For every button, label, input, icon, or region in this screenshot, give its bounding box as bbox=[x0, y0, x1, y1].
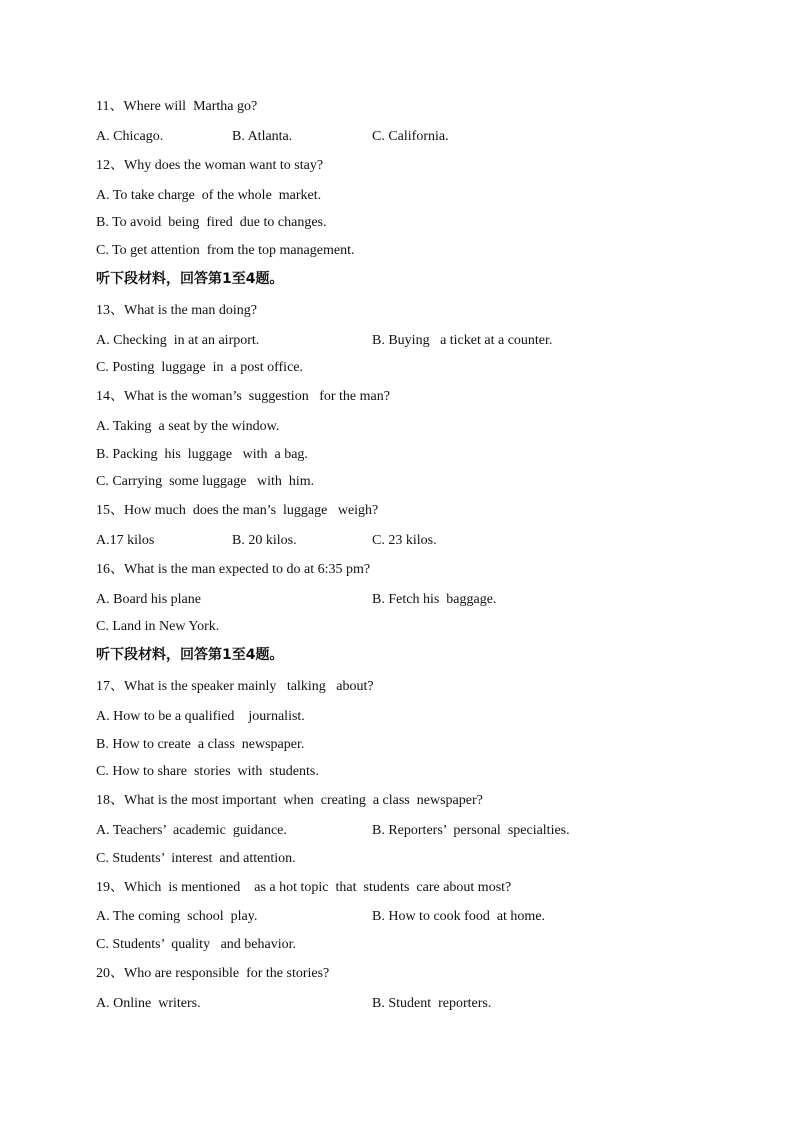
question-17-option-c: C. How to share stories with students. bbox=[96, 764, 319, 779]
question-11-option-b: B. Atlanta. bbox=[232, 129, 293, 144]
question-16-stem: 16、What is the man expected to do at 6:35 pm? bbox=[96, 562, 371, 577]
question-14-option-b: B. Packing his luggage with a bag. bbox=[96, 447, 308, 462]
question-15-stem: 15、How much does the man’s luggage weigh? bbox=[96, 503, 379, 518]
question-12-option-c: C. To get attention from the top management. bbox=[96, 243, 355, 258]
question-17-option-b: B. How to create a class newspaper. bbox=[96, 737, 305, 752]
question-13-option-a: A. Checking in at an airport. bbox=[96, 333, 260, 348]
section-instruction-1: 听下段材料，回答第1至4题。 bbox=[96, 271, 284, 287]
question-17-stem: 17、What is the speaker mainly talking about? bbox=[96, 679, 374, 694]
question-14-option-a: A. Taking a seat by the window. bbox=[96, 419, 280, 434]
question-19-option-a: A. The coming school play. bbox=[96, 909, 258, 924]
question-16-option-a: A. Board his plane bbox=[96, 592, 201, 607]
section-instruction-2: 听下段材料，回答第1至4题。 bbox=[96, 647, 284, 663]
question-13-option-c: C. Posting luggage in a post office. bbox=[96, 360, 303, 375]
question-16-option-c: C. Land in New York. bbox=[96, 619, 220, 634]
question-15-option-b: B. 20 kilos. bbox=[232, 533, 297, 548]
question-13-stem: 13、What is the man doing? bbox=[96, 303, 257, 318]
question-12-stem: 12、Why does the woman want to stay? bbox=[96, 158, 324, 173]
question-19-option-c: C. Students’ quality and behavior. bbox=[96, 937, 296, 952]
question-18-option-a: A. Teachers’ academic guidance. bbox=[96, 823, 287, 838]
question-11-stem: 11、Where will Martha go? bbox=[96, 99, 258, 114]
question-12-option-a: A. To take charge of the whole market. bbox=[96, 188, 322, 203]
question-12-option-b: B. To avoid being fired due to changes. bbox=[96, 215, 327, 230]
question-16-option-b: B. Fetch his baggage. bbox=[372, 592, 497, 607]
question-20-option-b: B. Student reporters. bbox=[372, 996, 492, 1011]
question-13-option-b: B. Buying a ticket at a counter. bbox=[372, 333, 553, 348]
question-18-option-b: B. Reporters’ personal specialties. bbox=[372, 823, 570, 838]
question-19-stem: 19、Which is mentioned as a hot topic that students care about most? bbox=[96, 880, 512, 895]
question-14-option-c: C. Carrying some luggage with him. bbox=[96, 474, 315, 489]
question-20-option-a: A. Online writers. bbox=[96, 996, 201, 1011]
question-19-option-b: B. How to cook food at home. bbox=[372, 909, 546, 924]
question-14-stem: 14、What is the woman’s suggestion for the man? bbox=[96, 389, 390, 404]
question-15-option-a: A.17 kilos bbox=[96, 533, 155, 548]
question-11-option-c: C. California. bbox=[372, 129, 449, 144]
question-20-stem: 20、Who are responsible for the stories? bbox=[96, 966, 330, 981]
question-11-option-a: A. Chicago. bbox=[96, 129, 164, 144]
question-18-option-c: C. Students’ interest and attention. bbox=[96, 851, 296, 866]
question-15-option-c: C. 23 kilos. bbox=[372, 533, 437, 548]
question-18-stem: 18、What is the most important when creating a class newspaper? bbox=[96, 793, 483, 808]
question-17-option-a: A. How to be a qualified journalist. bbox=[96, 709, 305, 724]
